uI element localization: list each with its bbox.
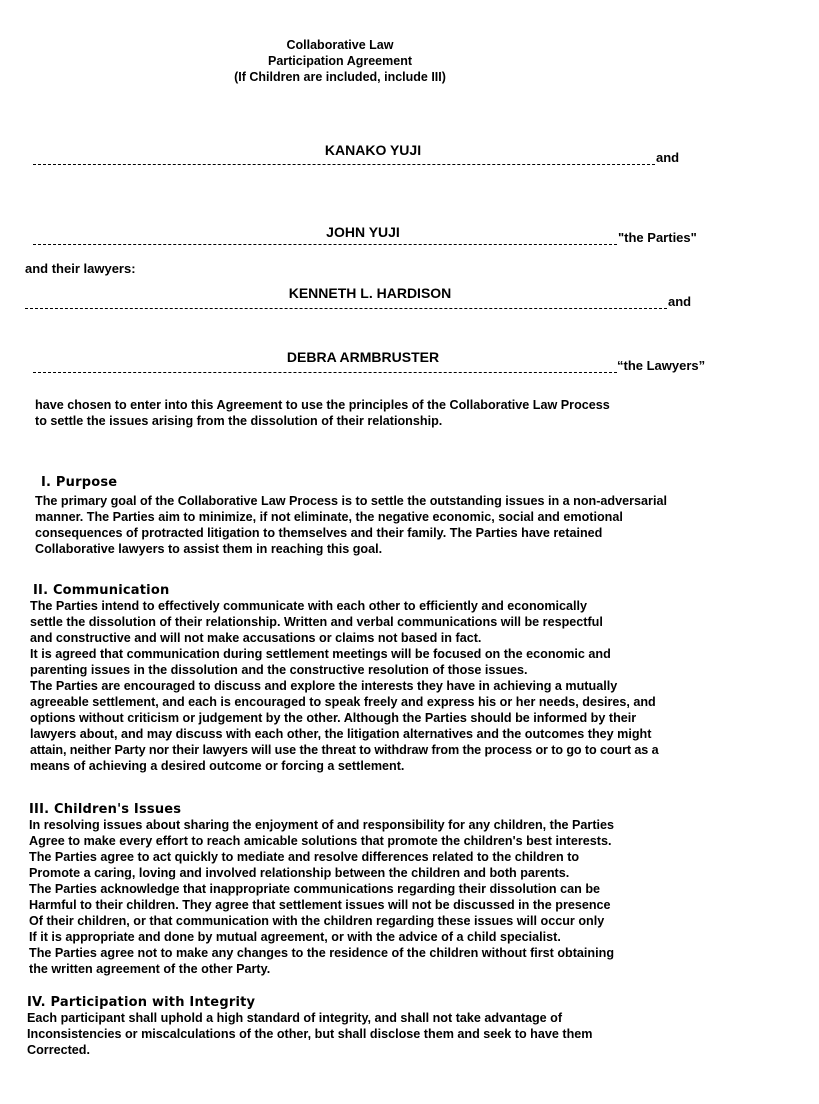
paragraph-line: In resolving issues about sharing the enjoyment of and responsibility for any children, the Parties bbox=[29, 818, 615, 832]
title-line-3: (If Children are included, include III) bbox=[234, 70, 446, 84]
paragraph-line: Collaborative lawyers to assist them in reaching this goal. bbox=[35, 542, 383, 556]
lawyer-2-name: DEBRA ARMBRUSTER bbox=[286, 349, 440, 365]
paragraph-line: Of their children, or that communication with the children regarding these issues will occur only bbox=[29, 914, 605, 928]
party-1-underline bbox=[33, 164, 655, 165]
party-2-name: JOHN YUJI bbox=[326, 224, 400, 240]
party-2-line bbox=[33, 224, 703, 248]
section-communication-body bbox=[30, 598, 659, 774]
paragraph-line: manner. The Parties aim to minimize, if not eliminate, the negative economic, social and emotional bbox=[35, 510, 623, 524]
paragraph-line: It is agreed that communication during settlement meetings will be focused on the economic and bbox=[30, 647, 611, 661]
paragraph-line: agreeable settlement, and each is encouraged to speak freely and express his or her needs, desires, and bbox=[30, 695, 656, 709]
paragraph-line: The Parties agree not to make any changes to the residence of the children without first obtaining bbox=[29, 946, 615, 960]
paragraph-line: Each participant shall uphold a high standard of integrity, and shall not take advantage of bbox=[27, 1011, 563, 1025]
section-children-body bbox=[29, 817, 614, 977]
lawyer-2-underline bbox=[33, 372, 617, 373]
section-integrity-body bbox=[27, 1010, 592, 1058]
paragraph-line: attain, neither Party nor their lawyers will use the threat to withdraw from the process or to go to court as a bbox=[30, 743, 659, 757]
party-2-underline bbox=[33, 244, 617, 245]
paragraph-line: Corrected. bbox=[27, 1043, 90, 1057]
paragraph-line: The Parties are encouraged to discuss and explore the interests they have in achieving a mutually bbox=[30, 679, 618, 693]
lawyer-1-line bbox=[25, 285, 705, 312]
party-1-suffix: and bbox=[656, 150, 680, 165]
paragraph-line: lawyers about, and may discuss with each other, the litigation alternatives and the outcomes they might bbox=[30, 727, 652, 741]
paragraph-line: consequences of protracted litigation to themselves and their family. The Parties have retained bbox=[35, 526, 603, 540]
intro-paragraph bbox=[35, 397, 610, 429]
paragraph-line: the written agreement of the other Party. bbox=[29, 962, 271, 976]
title-line-1: Collaborative Law bbox=[286, 38, 394, 52]
lawyer-2-line bbox=[33, 349, 723, 376]
section-communication-heading: II. Communication bbox=[33, 583, 170, 598]
section-children-heading: III. Children's Issues bbox=[29, 802, 182, 817]
title-line-2: Participation Agreement bbox=[267, 54, 412, 68]
paragraph-line: The primary goal of the Collaborative Law Process is to settle the outstanding issues in a non-adversarial bbox=[35, 494, 667, 508]
paragraph-line: The Parties agree to act quickly to mediate and resolve differences related to the children to bbox=[29, 850, 580, 864]
document-title bbox=[0, 37, 680, 85]
lawyer-1-name: KENNETH L. HARDISON bbox=[288, 285, 452, 301]
paragraph-line: Inconsistencies or miscalculations of the other, but shall disclose them and seek to have them bbox=[27, 1027, 593, 1041]
paragraph-line: options without criticism or judgement by the other. Although the Parties should be informed by their bbox=[30, 711, 637, 725]
party-1-name: KANAKO YUJI bbox=[324, 142, 422, 158]
paragraph-line: Promote a caring, loving and involved relationship between the children and both parents. bbox=[29, 866, 570, 880]
paragraph-line: If it is appropriate and done by mutual agreement, or with the advice of a child specialist. bbox=[29, 930, 561, 944]
lawyers-label: and their lawyers: bbox=[25, 261, 136, 276]
intro-line: to settle the issues arising from the dissolution of their relationship. bbox=[35, 414, 443, 428]
intro-line: have chosen to enter into this Agreement to use the principles of the Collaborative Law Process bbox=[35, 398, 610, 412]
paragraph-line: The Parties acknowledge that inappropriate communications regarding their dissolution can be bbox=[29, 882, 601, 896]
paragraph-line: means of achieving a desired outcome or forcing a settlement. bbox=[30, 759, 405, 773]
paragraph-line: The Parties intend to effectively communicate with each other to efficiently and economically bbox=[30, 599, 588, 613]
lawyer-1-suffix: and bbox=[668, 294, 692, 309]
paragraph-line: parenting issues in the dissolution and the constructive resolution of those issues. bbox=[30, 663, 528, 677]
section-purpose-body bbox=[35, 493, 667, 557]
paragraph-line: settle the dissolution of their relationship. Written and verbal communications will be respectful bbox=[30, 615, 603, 629]
party-2-suffix: "the Parties" bbox=[618, 230, 697, 245]
paragraph-line: Agree to make every effort to reach amicable solutions that promote the children's best interests. bbox=[29, 834, 612, 848]
lawyer-1-underline bbox=[25, 308, 667, 309]
paragraph-line: and constructive and will not make accusations or claims not based in fact. bbox=[30, 631, 482, 645]
lawyer-2-suffix: “the Lawyers” bbox=[617, 358, 706, 373]
party-1-line bbox=[33, 142, 693, 168]
paragraph-line: Harmful to their children. They agree that settlement issues will not be discussed in the presence bbox=[29, 898, 611, 912]
section-integrity-heading: IV. Participation with Integrity bbox=[27, 995, 256, 1010]
section-purpose-heading: I. Purpose bbox=[41, 475, 118, 490]
